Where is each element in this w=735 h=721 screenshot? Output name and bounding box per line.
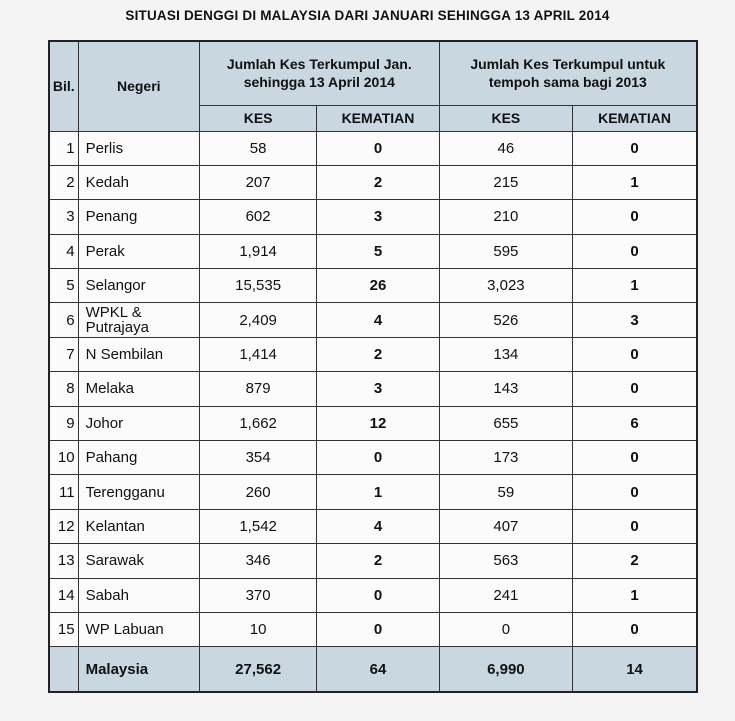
cell-kes-2014: 879: [199, 372, 316, 406]
cell-kes-2013: 173: [439, 441, 572, 475]
cell-kematian-2014: 4: [317, 509, 439, 543]
cell-kematian-2014: 5: [317, 234, 439, 268]
header-kes-2014: KES: [199, 105, 316, 131]
cell-kematian-2014: 3: [317, 372, 439, 406]
cell-negeri: Sarawak: [78, 544, 199, 578]
table-row: [49, 406, 697, 440]
table-row: [49, 269, 697, 303]
cell-bil: 6: [49, 303, 78, 337]
cell-kematian-2013: 2: [573, 544, 697, 578]
cell-kematian-2014: 0: [317, 131, 439, 165]
cell-kes-2013: 134: [439, 337, 572, 371]
total-row: [49, 647, 697, 693]
cell-bil: 3: [49, 200, 78, 234]
cell-kes-2014: 58: [199, 131, 316, 165]
cell-kes-2014: 354: [199, 441, 316, 475]
table-row: [49, 131, 697, 165]
total-kes-2013: 6,990: [439, 647, 572, 693]
header-kes-2013: KES: [439, 105, 572, 131]
table-row: [49, 303, 697, 337]
cell-kematian-2014: 0: [317, 578, 439, 612]
table-row: [49, 200, 697, 234]
header-kematian-2013: KEMATIAN: [573, 105, 697, 131]
total-bil-empty: [49, 647, 78, 693]
cell-kes-2013: 241: [439, 578, 572, 612]
cell-kematian-2013: 0: [573, 337, 697, 371]
page-title: SITUASI DENGGI DI MALAYSIA DARI JANUARI SEHINGGA 13 APRIL 2014: [125, 8, 610, 23]
cell-negeri: Perak: [78, 234, 199, 268]
cell-negeri: Johor: [78, 406, 199, 440]
cell-kes-2013: 210: [439, 200, 572, 234]
cell-kes-2014: 10: [199, 612, 316, 646]
cell-kes-2013: 3,023: [439, 269, 572, 303]
cell-kes-2014: 602: [199, 200, 316, 234]
header-group-2013-line1: Jumlah Kes Terkumpul untuk: [470, 56, 666, 73]
cell-kes-2013: 563: [439, 544, 572, 578]
cell-bil: 11: [49, 475, 78, 509]
cell-negeri: Kedah: [78, 165, 199, 199]
cell-kes-2014: 1,662: [199, 406, 316, 440]
cell-kematian-2014: 2: [317, 544, 439, 578]
header-group-2014-line1: Jumlah Kes Terkumpul Jan.: [226, 56, 412, 73]
cell-kematian-2013: 0: [573, 200, 697, 234]
cell-kematian-2013: 0: [573, 441, 697, 475]
cell-kes-2014: 2,409: [199, 303, 316, 337]
cell-kematian-2013: 0: [573, 234, 697, 268]
header-group-2014-line2: sehingga 13 April 2014: [243, 74, 395, 91]
table-row: [49, 578, 697, 612]
cell-bil: 10: [49, 441, 78, 475]
cell-negeri: Terengganu: [78, 475, 199, 509]
cell-kematian-2014: 0: [317, 441, 439, 475]
total-kematian-2014: 64: [317, 647, 439, 693]
cell-kematian-2013: 1: [573, 269, 697, 303]
cell-kes-2013: 595: [439, 234, 572, 268]
cell-negeri: Melaka: [78, 372, 199, 406]
cell-kematian-2014: 2: [317, 337, 439, 371]
table-row: [49, 234, 697, 268]
cell-kes-2013: 143: [439, 372, 572, 406]
cell-kes-2013: 0: [439, 612, 572, 646]
cell-kematian-2013: 3: [573, 303, 697, 337]
cell-kes-2013: 655: [439, 406, 572, 440]
cell-kes-2013: 59: [439, 475, 572, 509]
cell-bil: 1: [49, 131, 78, 165]
cell-negeri: Pahang: [78, 441, 199, 475]
cell-negeri: Selangor: [78, 269, 199, 303]
table-row: [49, 337, 697, 371]
table-row: [49, 544, 697, 578]
cell-kematian-2013: 0: [573, 612, 697, 646]
cell-kematian-2014: 4: [317, 303, 439, 337]
table-row: [49, 441, 697, 475]
table-row: [49, 612, 697, 646]
cell-kes-2014: 1,542: [199, 509, 316, 543]
cell-negeri: N Sembilan: [78, 337, 199, 371]
total-kematian-2013: 14: [573, 647, 697, 693]
cell-bil: 2: [49, 165, 78, 199]
table-row: [49, 165, 697, 199]
cell-kes-2014: 346: [199, 544, 316, 578]
cell-bil: 4: [49, 234, 78, 268]
dengue-table: [48, 40, 698, 693]
cell-kematian-2013: 0: [573, 131, 697, 165]
cell-kes-2013: 407: [439, 509, 572, 543]
cell-kematian-2014: 2: [317, 165, 439, 199]
cell-negeri: Kelantan: [78, 509, 199, 543]
header-kematian-2014: KEMATIAN: [317, 105, 439, 131]
header-group-2013: [439, 41, 697, 105]
cell-negeri: Perlis: [78, 131, 199, 165]
cell-kematian-2014: 26: [317, 269, 439, 303]
cell-kematian-2013: 1: [573, 165, 697, 199]
table-row: [49, 509, 697, 543]
cell-kes-2013: 526: [439, 303, 572, 337]
cell-bil: 12: [49, 509, 78, 543]
cell-kes-2014: 370: [199, 578, 316, 612]
header-bil: Bil.: [49, 41, 78, 131]
table-row: [49, 475, 697, 509]
cell-kematian-2013: 0: [573, 372, 697, 406]
header-group-2014: [199, 41, 439, 105]
cell-bil: 8: [49, 372, 78, 406]
cell-kes-2013: 215: [439, 165, 572, 199]
cell-bil: 15: [49, 612, 78, 646]
cell-kes-2014: 207: [199, 165, 316, 199]
cell-negeri: Penang: [78, 200, 199, 234]
cell-bil: 13: [49, 544, 78, 578]
cell-kematian-2013: 0: [573, 475, 697, 509]
cell-negeri: WP Labuan: [78, 612, 199, 646]
cell-kes-2014: 1,414: [199, 337, 316, 371]
cell-kes-2014: 15,535: [199, 269, 316, 303]
cell-kematian-2014: 12: [317, 406, 439, 440]
cell-kematian-2014: 0: [317, 612, 439, 646]
cell-kematian-2014: 1: [317, 475, 439, 509]
cell-kematian-2013: 1: [573, 578, 697, 612]
header-group-2013-line2: tempoh sama bagi 2013: [488, 74, 647, 91]
cell-kes-2014: 260: [199, 475, 316, 509]
cell-kes-2013: 46: [439, 131, 572, 165]
header-row-top: [49, 41, 697, 105]
cell-bil: 5: [49, 269, 78, 303]
cell-negeri: Sabah: [78, 578, 199, 612]
header-negeri: Negeri: [78, 41, 199, 131]
cell-kematian-2013: 6: [573, 406, 697, 440]
cell-bil: 9: [49, 406, 78, 440]
table-row: [49, 372, 697, 406]
cell-bil: 7: [49, 337, 78, 371]
cell-kematian-2014: 3: [317, 200, 439, 234]
cell-negeri: WPKL & Putrajaya: [78, 303, 199, 337]
cell-bil: 14: [49, 578, 78, 612]
total-kes-2014: 27,562: [199, 647, 316, 693]
cell-kes-2014: 1,914: [199, 234, 316, 268]
total-negeri: Malaysia: [78, 647, 199, 693]
cell-kematian-2013: 0: [573, 509, 697, 543]
